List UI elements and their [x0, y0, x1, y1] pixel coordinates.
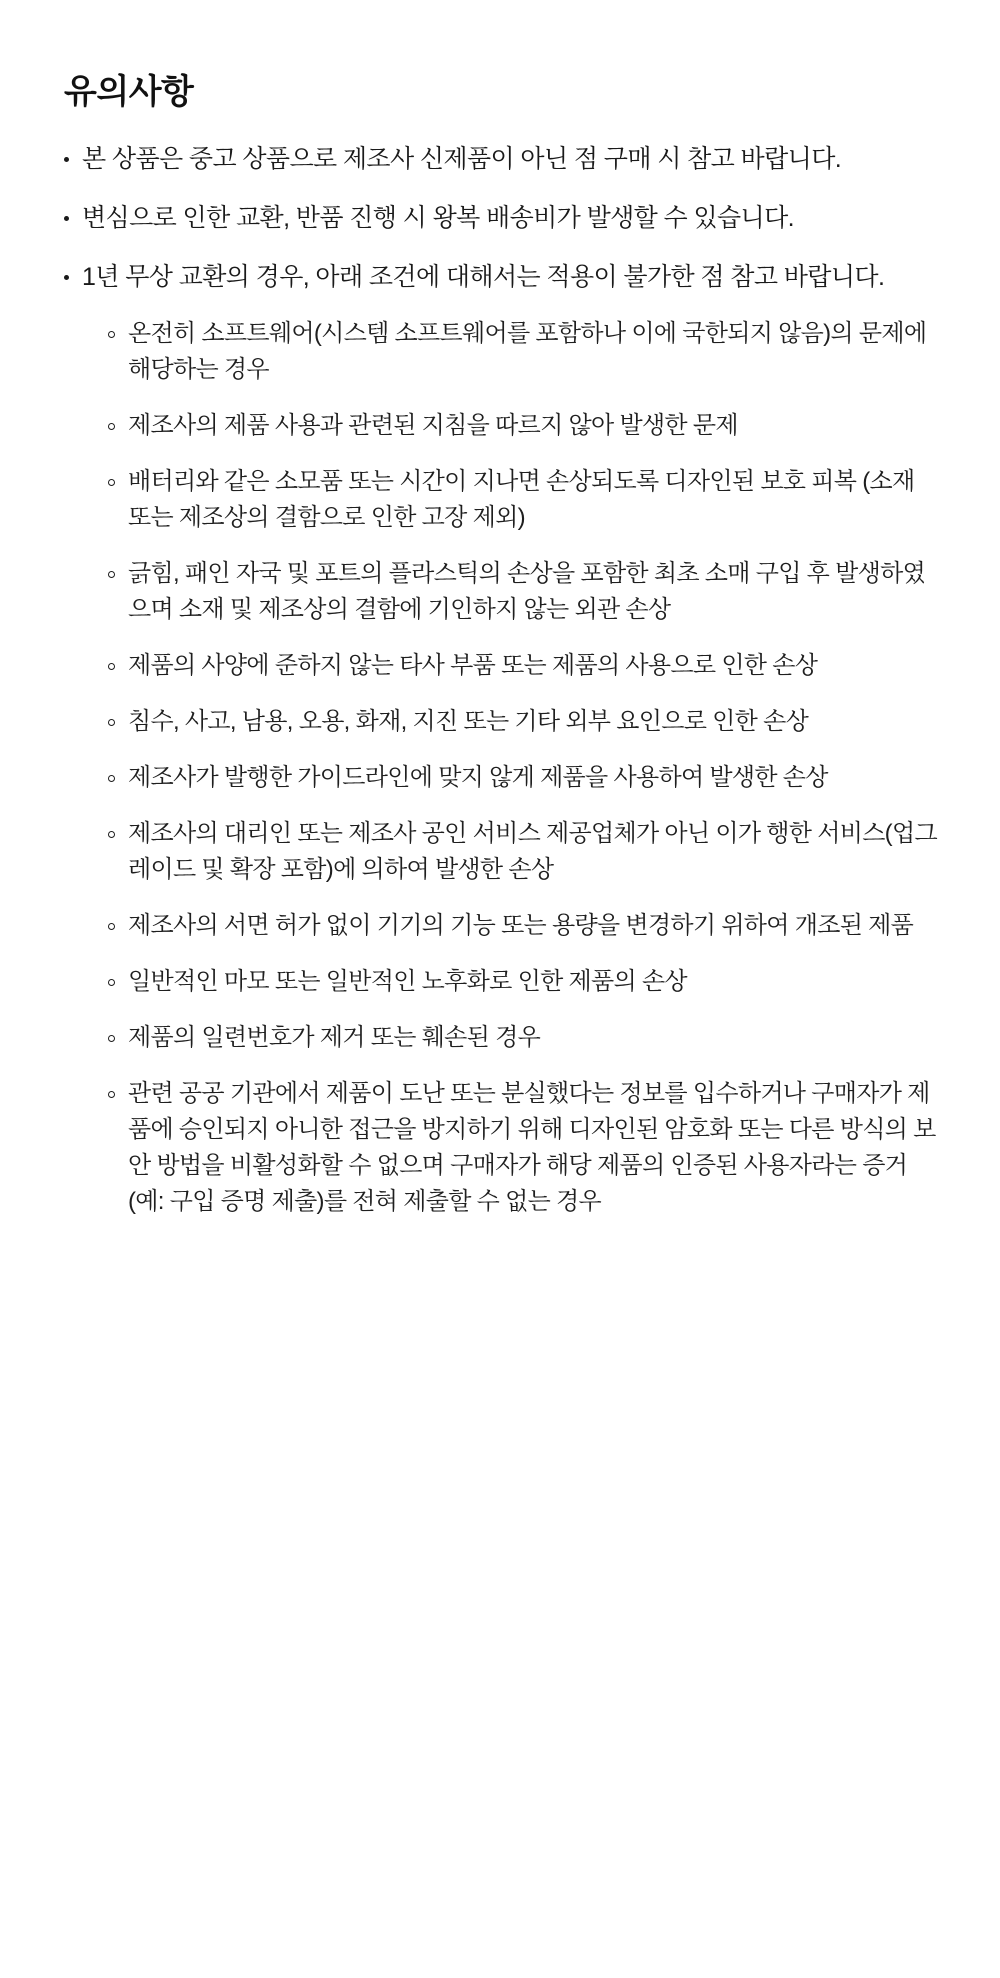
list-item: 일반적인 마모 또는 일반적인 노후화로 인한 제품의 손상 [104, 964, 942, 1000]
notice-text: 변심으로 인한 교환, 반품 진행 시 왕복 배송비가 발생할 수 있습니다. [82, 204, 795, 232]
list-item [60, 141, 942, 178]
list-item: 제품의 일련번호가 제거 또는 훼손된 경우 [104, 1020, 942, 1056]
page-title: 유의사항 [64, 73, 194, 111]
list-item: 관련 공공 기관에서 제품이 도난 또는 분실했다는 정보를 입수하거나 구매자가 제품에 승인되지 아니한 접근을 방지하기 위해 디자인된 암호화 또는 다른 방식의 보안 방법을 비활성화할 수 없으며 구매자가 해당 제품의 인증된 사용자라는 증거(예: 구입 증명 제출)를 전혀 제출할 수 없는 경우 [104, 1076, 942, 1220]
list-item: 배터리와 같은 소모품 또는 시간이 지나면 손상되도록 디자인된 보호 피복 (소재 또는 제조상의 결함으로 인한 고장 제외) [104, 464, 942, 536]
list-item [60, 259, 942, 1220]
list-item: 긁힘, 패인 자국 및 포트의 플라스틱의 손상을 포함한 최초 소매 구입 후 발생하였으며 소재 및 제조상의 결함에 기인하지 않는 외관 손상 [104, 556, 942, 628]
exclusion-list [82, 316, 942, 1220]
list-item: 제조사가 발행한 가이드라인에 맞지 않게 제품을 사용하여 발생한 손상 [104, 760, 942, 796]
list-item [60, 200, 942, 237]
list-item: 온전히 소프트웨어(시스템 소프트웨어를 포함하나 이에 국한되지 않음)의 문제에 해당하는 경우 [104, 316, 942, 388]
notice-text: 본 상품은 중고 상품으로 제조사 신제품이 아닌 점 구매 시 참고 바랍니다. [82, 145, 842, 173]
list-item: 제품의 사양에 준하지 않는 타사 부품 또는 제품의 사용으로 인한 손상 [104, 648, 942, 684]
notice-text: 1년 무상 교환의 경우, 아래 조건에 대해서는 적용이 불가한 점 참고 바랍니다. [82, 263, 885, 291]
list-item: 제조사의 서면 허가 없이 기기의 기능 또는 용량을 변경하기 위하여 개조된 제품 [104, 908, 942, 944]
list-item: 제조사의 제품 사용과 관련된 지침을 따르지 않아 발생한 문제 [104, 408, 942, 444]
list-item: 제조사의 대리인 또는 제조사 공인 서비스 제공업체가 아닌 이가 행한 서비스(업그레이드 및 확장 포함)에 의하여 발생한 손상 [104, 816, 942, 888]
list-item: 침수, 사고, 남용, 오용, 화재, 지진 또는 기타 외부 요인으로 인한 손상 [104, 704, 942, 740]
notice-list [60, 141, 942, 1220]
